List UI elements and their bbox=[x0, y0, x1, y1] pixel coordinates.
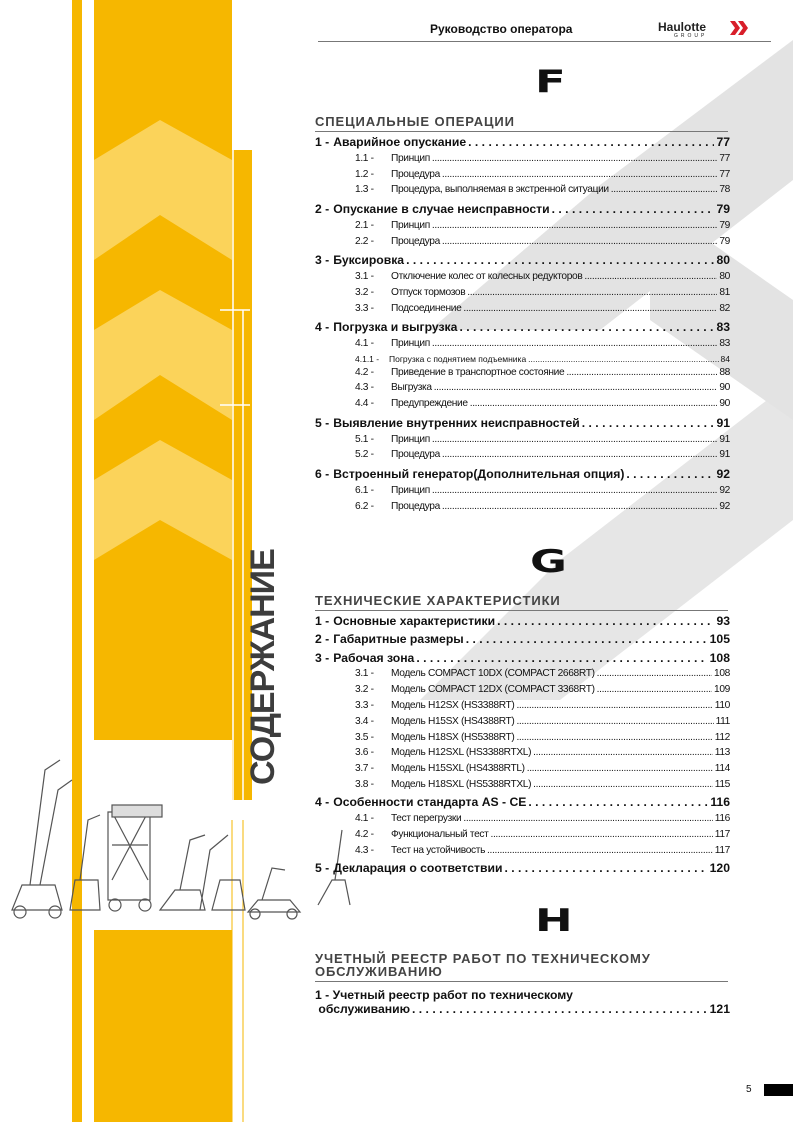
toc-leader bbox=[412, 1002, 708, 1016]
toc-entry-number: 3.8 - bbox=[355, 779, 374, 790]
toc-entry-number: 4.1 - bbox=[355, 338, 374, 349]
toc-entry-label: обслуживанию bbox=[315, 1002, 410, 1016]
toc-leader bbox=[504, 861, 707, 875]
white-left-margin bbox=[0, 0, 72, 1122]
section-letter-g: G bbox=[530, 544, 567, 580]
toc-entry-page: 91 bbox=[719, 449, 730, 461]
logo-chevrons-icon bbox=[730, 21, 750, 35]
toc-entry[interactable] bbox=[315, 861, 730, 877]
toc-entry-page: 113 bbox=[714, 747, 730, 759]
toc-entry-number: 4.2 - bbox=[355, 366, 374, 378]
toc-entry-label: Модель H15SXL (HS4388RTL) bbox=[391, 763, 525, 775]
toc-entry[interactable] bbox=[315, 169, 730, 183]
toc-leader bbox=[434, 382, 718, 393]
page-number: 5 bbox=[746, 1084, 752, 1095]
section-h-title-line1: УЧЕТНЫЙ РЕЕСТР РАБОТ ПО ТЕХНИЧЕСКОМУ bbox=[315, 951, 651, 966]
toc-entry-number: 1 - bbox=[315, 135, 330, 149]
toc-entry-label: Процедура bbox=[391, 449, 440, 461]
toc-entry-page: 88 bbox=[719, 366, 730, 378]
toc-leader bbox=[463, 303, 717, 314]
toc-entry[interactable] bbox=[315, 303, 730, 317]
toc-entry[interactable] bbox=[315, 202, 730, 218]
toc-entry-label: Тест перегрузки bbox=[391, 813, 462, 825]
toc-entry-page: 111 bbox=[715, 715, 730, 727]
toc-entry[interactable] bbox=[315, 236, 730, 250]
toc-entry-label: Принцип bbox=[391, 219, 430, 231]
toc-leader bbox=[467, 287, 717, 298]
toc-entry[interactable] bbox=[315, 135, 730, 151]
toc-entry-label: Модель H18SX (HS5388RT) bbox=[391, 731, 515, 743]
toc-entry-label: Функциональный тест bbox=[391, 828, 489, 840]
section-g-title: ТЕХНИЧЕСКИЕ ХАРАКТЕРИСТИКИ bbox=[315, 593, 561, 608]
toc-entry-page: 115 bbox=[714, 779, 730, 790]
toc-leader bbox=[528, 795, 708, 809]
toc-leader bbox=[516, 716, 713, 727]
toc-entry-label: Отключение колес от колесных редукторов bbox=[391, 271, 583, 282]
toc-entry-label: Принцип bbox=[391, 433, 430, 445]
toc-entry-number: 4.3 - bbox=[355, 382, 374, 394]
toc-entry-label: Принцип bbox=[391, 338, 430, 349]
toc-entry-label: Процедура, выполняемая в экстренной ситуации bbox=[391, 184, 609, 196]
toc-entry[interactable] bbox=[315, 382, 730, 396]
toc-entry-page: 110 bbox=[714, 700, 730, 711]
toc-entry-page: 80 bbox=[716, 253, 730, 268]
toc-leader bbox=[516, 700, 712, 711]
toc-entry-page: 91 bbox=[719, 433, 730, 445]
toc-leader bbox=[533, 747, 713, 758]
toc-entry[interactable] bbox=[315, 416, 730, 432]
toc-leader bbox=[487, 845, 713, 856]
band-bottom-yellow bbox=[94, 930, 232, 1122]
toc-entry-number: 3.2 - bbox=[355, 684, 374, 696]
toc-entry-page: 90 bbox=[719, 382, 730, 394]
white-inner-stripe bbox=[82, 0, 94, 1122]
toc-leader bbox=[597, 684, 712, 695]
toc-entry-page: 83 bbox=[716, 320, 730, 335]
toc-entry-page: 93 bbox=[716, 614, 730, 628]
toc-entry-number: 1 - bbox=[315, 614, 330, 628]
toc-entry-number: 4.2 - bbox=[355, 828, 374, 840]
toc-entry-label: Принцип bbox=[391, 152, 430, 164]
toc-entry[interactable] bbox=[315, 153, 730, 167]
toc-entry-label: Тест на устойчивость bbox=[391, 844, 486, 856]
toc-entry-number: 2 - bbox=[315, 632, 330, 647]
toc-leader bbox=[442, 449, 717, 460]
band-bottom-white bbox=[94, 740, 232, 930]
toc-entry-label: Рабочая зона bbox=[333, 650, 415, 665]
toc-entry[interactable] bbox=[315, 253, 730, 269]
toc-entry-page: 84 bbox=[720, 353, 730, 364]
toc-entry[interactable] bbox=[315, 813, 730, 827]
toc-leader bbox=[459, 320, 714, 334]
toc-entry[interactable] bbox=[315, 271, 730, 285]
toc-entry-number: 4.1 - bbox=[355, 813, 374, 825]
toc-entry-label: Модель H15SX (HS4388RT) bbox=[391, 715, 515, 727]
toc-entry-label: Погрузка с поднятием подъемника bbox=[389, 353, 527, 364]
toc-leader bbox=[468, 135, 714, 149]
toc-entry-label: Основные характеристики bbox=[333, 614, 496, 628]
toc-entry[interactable] bbox=[315, 845, 730, 859]
toc-leader bbox=[432, 153, 717, 164]
logo-group: GROUP bbox=[674, 33, 708, 39]
toc-entry-number: 1.1 - bbox=[355, 152, 374, 164]
toc-entry-number: 3.5 - bbox=[355, 731, 374, 743]
toc-leader bbox=[611, 184, 718, 195]
toc-entry-number: 3.2 - bbox=[355, 286, 374, 298]
toc-entry-number: 3 - bbox=[315, 650, 330, 665]
toc-entry-number: 4.3 - bbox=[355, 844, 374, 856]
toc-entry-page: 90 bbox=[719, 398, 730, 410]
toc-entry-label: Декларация о соответствии bbox=[333, 861, 503, 875]
toc-entry-continued[interactable] bbox=[315, 1002, 730, 1018]
toc-entry-number: 5.2 - bbox=[355, 449, 374, 461]
toc-entry-number: 2.2 - bbox=[355, 235, 374, 247]
toc-entry-label: Принцип bbox=[391, 484, 430, 496]
toc-entry[interactable] bbox=[315, 779, 730, 793]
section-letter-f: F bbox=[535, 64, 566, 100]
toc-entry-number: 2.1 - bbox=[355, 219, 374, 231]
toc-entry-page: 82 bbox=[719, 302, 730, 314]
toc-leader bbox=[432, 434, 717, 445]
toc-entry-number: 4 - bbox=[315, 320, 330, 335]
toc-entry-label: Модель COMPACT 10DX (COMPACT 2668RT) bbox=[391, 668, 595, 680]
toc-entry-label: Аварийное опускание bbox=[333, 135, 467, 149]
toc-leader bbox=[432, 338, 717, 349]
toc-entry-number: 6.2 - bbox=[355, 500, 374, 512]
toc-entry-label: Модель H12SX (HS3388RT) bbox=[391, 700, 515, 711]
toc-entry-label: Модель H18SXL (HS5388RTXL) bbox=[391, 779, 532, 790]
toc-entry[interactable] bbox=[315, 485, 730, 499]
toc-entry-page: 80 bbox=[719, 271, 730, 282]
toc-entry[interactable] bbox=[315, 449, 730, 463]
toc-entry[interactable] bbox=[315, 434, 730, 448]
toc-entry-number: 3.1 - bbox=[355, 271, 374, 282]
section-f-rule bbox=[315, 131, 728, 132]
toc-entry[interactable] bbox=[315, 501, 730, 515]
toc-entry[interactable] bbox=[315, 795, 730, 811]
toc-entry[interactable] bbox=[315, 338, 730, 352]
toc-leader bbox=[528, 354, 718, 364]
toc-leader bbox=[442, 236, 717, 247]
toc-entry-page: 77 bbox=[719, 168, 730, 180]
toc-entry-page: 81 bbox=[719, 286, 730, 298]
section-g-rule bbox=[315, 610, 728, 611]
toc-entry[interactable] bbox=[315, 747, 730, 761]
toc-entry-number: 3.1 - bbox=[355, 668, 374, 680]
toc-entry-label: Процедура bbox=[391, 500, 440, 512]
toc-entry-page: 91 bbox=[716, 415, 730, 430]
toc-entry-number: 2 - bbox=[315, 202, 330, 216]
toc-leader bbox=[497, 614, 714, 628]
toc-entry[interactable] bbox=[315, 398, 730, 412]
toc-entry-page: 78 bbox=[719, 184, 730, 196]
toc-entry-number: 3 - bbox=[315, 253, 330, 268]
toc-entry-label: Предупреждение bbox=[391, 398, 468, 410]
toc-entry-page: 105 bbox=[709, 632, 730, 647]
toc-leader bbox=[533, 779, 713, 790]
toc-entry-label: Подсоединение bbox=[391, 302, 462, 314]
toc-entry-number: 1.2 - bbox=[355, 168, 374, 180]
toc-entry-page: 108 bbox=[709, 650, 730, 665]
toc-entry-label: 1 - Учетный реестр работ по техническому bbox=[315, 988, 573, 1002]
toc-entry-page: 92 bbox=[719, 484, 730, 496]
toc-entry-label: Встроенный генератор(Дополнительная опция) bbox=[333, 467, 625, 481]
toc-entry-page: 77 bbox=[716, 135, 730, 149]
toc-entry-page: 79 bbox=[716, 202, 730, 216]
toc-entry-page: 121 bbox=[709, 1002, 730, 1016]
toc-leader bbox=[416, 651, 707, 665]
header-rule bbox=[318, 41, 771, 42]
toc-entry-number: 3.3 - bbox=[355, 302, 374, 314]
toc-leader bbox=[432, 220, 717, 231]
toc-entry[interactable] bbox=[315, 614, 730, 630]
toc-entry[interactable] bbox=[315, 829, 730, 843]
section-h-title-line2: ОБСЛУЖИВАНИЮ bbox=[315, 964, 443, 979]
toc-entry-label: Особенности стандарта AS - CE bbox=[333, 795, 527, 810]
haulotte-logo bbox=[658, 20, 758, 46]
toc-entry-number: 3.6 - bbox=[355, 747, 374, 759]
toc-leader bbox=[597, 668, 712, 679]
toc-entry[interactable] bbox=[315, 651, 730, 667]
toc-entry-number: 5 - bbox=[315, 861, 330, 875]
toc-leader bbox=[442, 169, 717, 180]
toc-entry[interactable] bbox=[315, 287, 730, 301]
toc-entry-page: 108 bbox=[714, 668, 730, 680]
toc-entry-page: 109 bbox=[714, 684, 730, 696]
toc-entry-label: Отпуск тормозов bbox=[391, 286, 466, 298]
toc-leader bbox=[490, 829, 712, 840]
toc-entry-label: Выявление внутренних неисправностей bbox=[333, 415, 580, 430]
toc-entry-page: 114 bbox=[714, 763, 730, 775]
logo-brand: Haulotte bbox=[658, 20, 706, 34]
toc-entry[interactable] bbox=[315, 632, 730, 648]
toc-entry[interactable] bbox=[315, 716, 730, 730]
toc-entry-page: 77 bbox=[719, 152, 730, 164]
toc-entry[interactable] bbox=[315, 354, 730, 366]
toc-entry-page: 117 bbox=[714, 844, 730, 856]
toc-leader bbox=[466, 632, 708, 646]
toc-entry-label: Процедура bbox=[391, 168, 440, 180]
toc-entry-number: 4.4 - bbox=[355, 398, 374, 410]
toc-entry-number: 3.7 - bbox=[355, 763, 374, 775]
header-title: Руководство оператора bbox=[430, 22, 573, 36]
toc-leader bbox=[552, 202, 715, 216]
toc-entry-page: 112 bbox=[714, 731, 730, 743]
toc-entry[interactable] bbox=[315, 220, 730, 234]
toc-entry-page: 92 bbox=[719, 500, 730, 512]
toc-entry-page: 92 bbox=[716, 467, 730, 481]
toc-entry-number: 3.3 - bbox=[355, 700, 374, 711]
toc-entry-label: Процедура bbox=[391, 235, 440, 247]
toc-entry[interactable] bbox=[315, 732, 730, 746]
toc-entry-label: Модель COMPACT 12DX (COMPACT 3368RT) bbox=[391, 684, 595, 696]
toc-entry-number: 5.1 - bbox=[355, 433, 374, 445]
toc-entry[interactable] bbox=[315, 184, 730, 198]
toc-entry-page: 117 bbox=[714, 828, 730, 840]
toc-entry-page: 83 bbox=[719, 338, 730, 349]
toc-entry-label: Опускание в случае неисправности bbox=[333, 202, 550, 216]
page-number-bar bbox=[764, 1084, 793, 1096]
toc-leader bbox=[582, 416, 715, 430]
toc-entry-page: 116 bbox=[714, 813, 730, 825]
toc-leader bbox=[516, 732, 712, 743]
toc-entry[interactable] bbox=[315, 700, 730, 714]
toc-entry-number: 3.4 - bbox=[355, 715, 374, 727]
section-letter-h: H bbox=[535, 903, 573, 939]
toc-leader bbox=[527, 763, 713, 774]
toc-leader bbox=[406, 253, 714, 267]
section-f-title: СПЕЦИАЛЬНЫЕ ОПЕРАЦИИ bbox=[315, 114, 515, 129]
section-h-rule bbox=[315, 981, 728, 982]
toc-entry-number: 6.1 - bbox=[355, 484, 374, 496]
toc-leader bbox=[584, 271, 717, 282]
toc-leader bbox=[626, 467, 714, 481]
toc-entry-number: 4.1.1 - bbox=[355, 353, 380, 364]
toc-leader bbox=[432, 485, 717, 496]
toc-entry-label: Приведение в транспортное состояние bbox=[391, 366, 565, 378]
toc-entry[interactable] bbox=[315, 367, 730, 381]
vertical-title: СОДЕРЖАНИЕ bbox=[244, 549, 282, 785]
toc-entry-number: 6 - bbox=[315, 467, 330, 481]
toc-entry-label: Габаритные размеры bbox=[333, 632, 464, 647]
toc-entry[interactable] bbox=[315, 668, 730, 682]
toc-entry-number: 5 - bbox=[315, 415, 330, 430]
toc-entry[interactable] bbox=[315, 684, 730, 698]
toc-entry-label: Буксировка bbox=[333, 253, 405, 268]
toc-leader bbox=[442, 501, 717, 512]
toc-entry-page: 120 bbox=[709, 861, 730, 875]
toc-entry[interactable] bbox=[315, 763, 730, 777]
toc-entry[interactable] bbox=[315, 320, 730, 336]
toc-entry-label: Погрузка и выгрузка bbox=[333, 320, 458, 335]
toc-entry-label: Выгрузка bbox=[391, 382, 432, 394]
toc-entry-page: 79 bbox=[719, 219, 730, 231]
toc-leader bbox=[470, 398, 718, 409]
toc-leader bbox=[566, 367, 717, 378]
toc-entry-number: 1.3 - bbox=[355, 184, 374, 196]
toc-entry-page: 116 bbox=[710, 795, 730, 810]
toc-entry[interactable] bbox=[315, 467, 730, 483]
toc-entry-number: 4 - bbox=[315, 795, 330, 810]
toc-entry-label: Модель H12SXL (HS3388RTXL) bbox=[391, 747, 532, 759]
toc-entry-page: 79 bbox=[719, 235, 730, 247]
toc-leader bbox=[463, 813, 712, 824]
